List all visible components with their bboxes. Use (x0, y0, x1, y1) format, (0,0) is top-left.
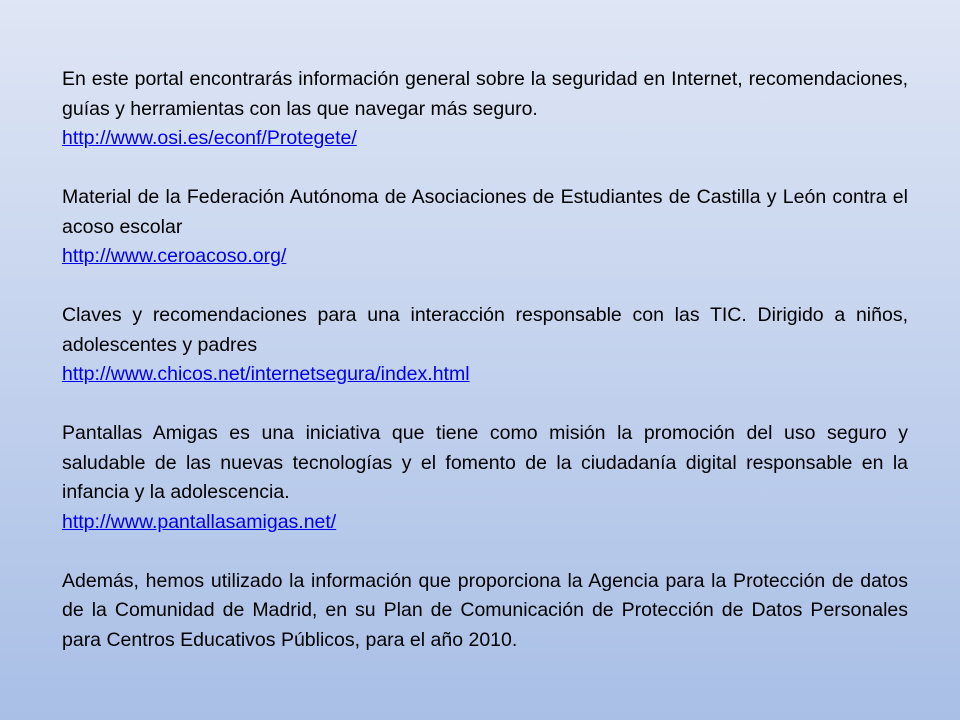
resource-entry-pantallasamigas (62, 419, 908, 537)
resource-entry-ceroacoso (62, 183, 908, 272)
resource-description: Claves y recomendaciones para una interacción responsable con las TIC. Dirigido a niños, adolescentes y padres (62, 304, 908, 356)
resource-link-chicos[interactable]: http://www.chicos.net/internetsegura/index.html (62, 363, 470, 385)
resource-list (62, 65, 908, 685)
resource-entry-osi (62, 65, 908, 154)
resource-link-pantallasamigas[interactable]: http://www.pantallasamigas.net/ (62, 510, 337, 533)
resource-description: En este portal encontrarás información general sobre la seguridad en Internet, recomendaciones, guías y herramientas con las que navegar más seguro. (62, 68, 908, 120)
closing-text: Además, hemos utilizado la información que proporciona la Agencia para la Protección de datos de la Comunidad de Madrid, en su Plan de Comunicación de Protección de Datos Personales para Centros Educativos Públicos, para el año 2010. (62, 569, 908, 651)
resource-description: Pantallas Amigas es una iniciativa que tiene como misión la promoción del uso seguro y saludable de las nuevas tecnologías y el fomento de la ciudadanía digital responsable en la infancia y la adolescencia. (62, 422, 908, 503)
closing-note (62, 567, 908, 656)
resource-link-osi[interactable]: http://www.osi.es/econf/Protegete/ (62, 127, 357, 149)
resource-link-ceroacoso[interactable]: http://www.ceroacoso.org/ (62, 245, 287, 267)
resource-entry-chicos (62, 301, 908, 390)
resource-description: Material de la Federación Autónoma de Asociaciones de Estudiantes de Castilla y León contra el acoso escolar (62, 186, 908, 238)
